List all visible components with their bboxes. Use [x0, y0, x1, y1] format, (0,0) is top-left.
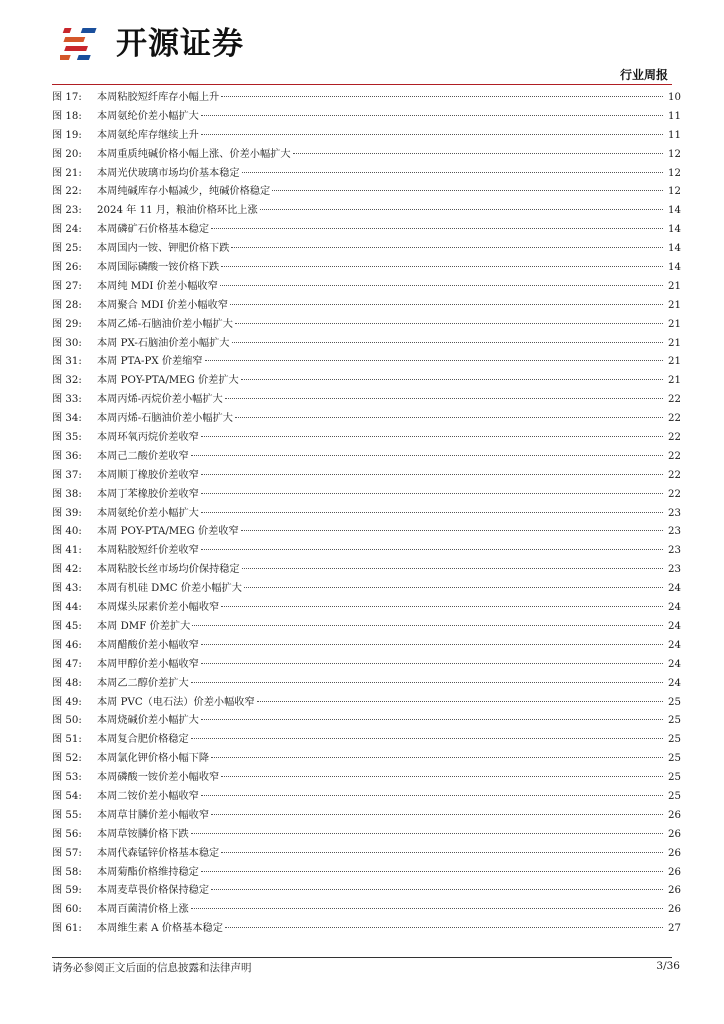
figure-page-number: 24 — [668, 677, 681, 689]
dot-leader — [220, 285, 663, 286]
figure-page-number: 22 — [668, 488, 681, 500]
figure-number: 图 17: — [52, 92, 82, 103]
footer-disclaimer: 请务必参阅正文后面的信息披露和法律声明 — [52, 962, 252, 974]
figure-title: 本周乙烯-石脑油价差小幅扩大 — [97, 318, 233, 330]
dot-leader — [225, 398, 663, 399]
dot-leader — [201, 512, 663, 513]
dot-leader — [191, 455, 663, 456]
figure-title: 本周环氧丙烷价差收窄 — [97, 432, 199, 444]
figure-title: 本周聚合 MDI 价差小幅收窄 — [97, 299, 228, 311]
toc-entry[interactable] — [52, 391, 681, 410]
toc-entry[interactable] — [52, 108, 681, 127]
figure-page-number: 26 — [668, 847, 681, 859]
toc-entry[interactable] — [52, 901, 681, 920]
figure-title: 本周己二酸价差收窄 — [97, 450, 189, 462]
toc-entry[interactable] — [52, 599, 681, 618]
dot-leader — [201, 474, 663, 475]
figure-title: 本周丙烯-丙烷价差小幅扩大 — [97, 394, 223, 406]
figure-page-number: 25 — [668, 734, 681, 746]
figure-number: 图 61: — [52, 923, 82, 935]
figure-title: 本周氨纶价差小幅扩大 — [97, 110, 199, 122]
figure-page-number: 26 — [668, 904, 681, 916]
figure-title: 本周 POY-PTA/MEG 价差收窄 — [97, 526, 239, 538]
toc-entry[interactable] — [52, 221, 681, 240]
dot-leader — [293, 153, 663, 154]
figure-index-list — [52, 89, 681, 939]
dot-leader — [242, 568, 663, 569]
figure-title: 本周氨纶库存继续上升 — [97, 129, 199, 141]
figure-title: 本周 PX-石脑油价差小幅扩大 — [97, 337, 230, 349]
figure-title: 本周光伏玻璃市场均价基本稳定 — [97, 167, 240, 179]
dot-leader — [221, 96, 663, 97]
toc-entry[interactable] — [52, 429, 681, 448]
dot-leader — [191, 833, 663, 834]
figure-page-number: 14 — [668, 205, 681, 217]
figure-title: 本周甲醇价差小幅收窄 — [97, 658, 199, 670]
figure-page-number: 25 — [668, 790, 681, 802]
figure-number: 图 43: — [52, 583, 82, 595]
figure-number: 图 56: — [52, 828, 82, 840]
dot-leader — [201, 663, 663, 664]
figure-number: 图 42: — [52, 564, 82, 576]
figure-title: 2024 年 11 月，粮油价格环比上涨 — [97, 205, 258, 217]
kaiyuan-logo-icon — [60, 24, 104, 64]
dot-leader — [232, 342, 664, 343]
figure-page-number: 12 — [668, 167, 681, 179]
dot-leader — [221, 266, 663, 267]
figure-page-number: 24 — [668, 620, 681, 632]
figure-page-number: 25 — [668, 715, 681, 727]
toc-entry[interactable] — [52, 542, 681, 561]
figure-number: 图 33: — [52, 394, 82, 406]
figure-page-number: 25 — [668, 772, 681, 784]
figure-page-number: 24 — [668, 658, 681, 670]
figure-number: 图 44: — [52, 602, 82, 614]
toc-entry[interactable] — [52, 505, 681, 524]
figure-title: 本周百菌清价格上涨 — [97, 904, 189, 916]
dot-leader — [260, 209, 663, 210]
figure-number: 图 19: — [52, 129, 82, 141]
figure-page-number: 27 — [668, 923, 681, 935]
dot-leader — [221, 776, 663, 777]
figure-title: 本周纯 MDI 价差小幅收窄 — [97, 280, 218, 292]
figure-number: 图 30: — [52, 337, 82, 349]
figure-number: 图 29: — [52, 318, 82, 330]
figure-title: 本周磷酸一铵价差小幅收窄 — [97, 772, 220, 784]
figure-page-number: 14 — [668, 243, 681, 255]
figure-number: 图 47: — [52, 658, 82, 670]
figure-number: 图 27: — [52, 280, 82, 292]
dot-leader — [244, 587, 663, 588]
figure-number: 图 34: — [52, 413, 82, 425]
figure-number: 图 45: — [52, 620, 82, 632]
dot-leader — [221, 852, 663, 853]
toc-entry[interactable] — [52, 788, 681, 807]
figure-page-number: 14 — [668, 262, 681, 274]
figure-number: 图 55: — [52, 809, 82, 821]
figure-page-number: 26 — [668, 866, 681, 878]
figure-number: 图 49: — [52, 696, 82, 708]
dot-leader — [211, 814, 663, 815]
dot-leader — [231, 247, 663, 248]
figure-page-number: 23 — [668, 564, 681, 576]
toc-entry[interactable] — [52, 165, 681, 184]
figure-page-number: 22 — [668, 469, 681, 481]
toc-entry[interactable] — [52, 486, 681, 505]
figure-title: 本周复合肥价格稳定 — [97, 734, 189, 746]
figure-title: 本周国际磷酸一铵价格下跌 — [97, 262, 220, 274]
figure-number: 图 53: — [52, 772, 82, 784]
figure-title: 本周 PVC（电石法）价差小幅收窄 — [97, 696, 255, 708]
figure-page-number: 21 — [668, 299, 681, 311]
figure-number: 图 31: — [52, 356, 82, 368]
figure-page-number: 22 — [668, 413, 681, 425]
dot-leader — [201, 436, 663, 437]
figure-page-number: 21 — [668, 375, 681, 387]
figure-number: 图 36: — [52, 450, 82, 462]
figure-title: 本周醋酸价差小幅收窄 — [97, 639, 199, 651]
figure-page-number: 23 — [668, 545, 681, 557]
figure-page-number: 26 — [668, 828, 681, 840]
figure-number: 图 26: — [52, 262, 82, 274]
toc-entry[interactable] — [52, 410, 681, 429]
toc-entry[interactable] — [52, 637, 681, 656]
figure-page-number: 21 — [668, 280, 681, 292]
figure-page-number: 12 — [668, 148, 681, 160]
figure-number: 图 48: — [52, 677, 82, 689]
toc-entry[interactable] — [52, 89, 681, 108]
figure-page-number: 21 — [668, 318, 681, 330]
figure-number: 图 24: — [52, 224, 82, 236]
dot-leader — [242, 172, 663, 173]
toc-entry[interactable] — [52, 523, 681, 542]
toc-entry[interactable] — [52, 561, 681, 580]
figure-page-number: 10 — [668, 92, 681, 103]
toc-entry[interactable] — [52, 864, 681, 883]
dot-leader — [235, 323, 663, 324]
report-type-label: 行业周报 — [619, 68, 668, 82]
figure-page-number: 22 — [668, 432, 681, 444]
toc-entry[interactable] — [52, 448, 681, 467]
dot-leader — [235, 417, 663, 418]
figure-title: 本周重质纯碱价格小幅上涨、价差小幅扩大 — [97, 148, 291, 160]
figure-page-number: 26 — [668, 809, 681, 821]
toc-entry[interactable] — [52, 127, 681, 146]
dot-leader — [205, 360, 663, 361]
dot-leader — [257, 701, 663, 702]
dot-leader — [241, 379, 663, 380]
dot-leader — [201, 871, 663, 872]
figure-number: 图 38: — [52, 488, 82, 500]
dot-leader — [191, 908, 663, 909]
toc-entry[interactable] — [52, 845, 681, 864]
toc-entry[interactable] — [52, 372, 681, 391]
toc-entry[interactable] — [52, 146, 681, 165]
figure-number: 图 41: — [52, 545, 82, 557]
dot-leader — [191, 682, 663, 683]
brand-name: 开源证券 — [116, 26, 244, 62]
dot-leader — [201, 549, 663, 550]
toc-entry[interactable] — [52, 316, 681, 335]
figure-title: 本周代森锰锌价格基本稳定 — [97, 847, 220, 859]
figure-title: 本周菊酯价格维持稳定 — [97, 866, 199, 878]
figure-title: 本周氨纶价差小幅扩大 — [97, 507, 199, 519]
dot-leader — [211, 757, 663, 758]
figure-number: 图 25: — [52, 243, 82, 255]
figure-number: 图 22: — [52, 186, 82, 198]
toc-entry[interactable] — [52, 259, 681, 278]
toc-entry[interactable] — [52, 807, 681, 826]
header-divider — [52, 84, 672, 85]
toc-entry[interactable] — [52, 353, 681, 372]
figure-title: 本周粘胶短纤库存小幅上升 — [97, 92, 220, 103]
figure-page-number: 21 — [668, 356, 681, 368]
figure-number: 图 51: — [52, 734, 82, 746]
figure-title: 本周粘胶长丝市场均价保持稳定 — [97, 564, 240, 576]
dot-leader — [201, 795, 663, 796]
figure-number: 图 39: — [52, 507, 82, 519]
dot-leader — [211, 889, 663, 890]
figure-title: 本周有机硅 DMC 价差小幅扩大 — [97, 583, 242, 595]
toc-entry[interactable] — [52, 656, 681, 675]
figure-number: 图 18: — [52, 110, 82, 122]
toc-entry[interactable] — [52, 467, 681, 486]
figure-number: 图 50: — [52, 715, 82, 727]
figure-title: 本周顺丁橡胶价差收窄 — [97, 469, 199, 481]
figure-title: 本周丙烯-石脑油价差小幅扩大 — [97, 413, 233, 425]
dot-leader — [201, 493, 663, 494]
toc-entry[interactable] — [52, 675, 681, 694]
figure-number: 图 58: — [52, 866, 82, 878]
dot-leader — [230, 304, 663, 305]
dot-leader — [272, 190, 663, 191]
toc-entry[interactable] — [52, 731, 681, 750]
figure-number: 图 28: — [52, 299, 82, 311]
toc-entry[interactable] — [52, 278, 681, 297]
figure-title: 本周国内一铵、钾肥价格下跌 — [97, 243, 230, 255]
toc-entry[interactable] — [52, 712, 681, 731]
figure-page-number: 24 — [668, 639, 681, 651]
figure-number: 图 32: — [52, 375, 82, 387]
figure-number: 图 35: — [52, 432, 82, 444]
toc-entry[interactable] — [52, 335, 681, 354]
figure-page-number: 11 — [668, 129, 681, 141]
figure-page-number: 24 — [668, 583, 681, 595]
figure-number: 图 59: — [52, 885, 82, 897]
dot-leader — [191, 738, 663, 739]
dot-leader — [241, 530, 663, 531]
figure-page-number: 23 — [668, 507, 681, 519]
toc-entry[interactable] — [52, 240, 681, 259]
figure-page-number: 23 — [668, 526, 681, 538]
figure-title: 本周 DMF 价差扩大 — [97, 620, 191, 632]
figure-number: 图 40: — [52, 526, 82, 538]
figure-title: 本周草铵膦价格下跌 — [97, 828, 189, 840]
toc-entry[interactable] — [52, 750, 681, 769]
figure-title: 本周氯化钾价格小幅下降 — [97, 753, 210, 765]
dot-leader — [201, 115, 663, 116]
dot-leader — [201, 644, 663, 645]
toc-entry[interactable] — [52, 297, 681, 316]
figure-page-number: 25 — [668, 753, 681, 765]
figure-page-number: 22 — [668, 394, 681, 406]
figure-number: 图 37: — [52, 469, 82, 481]
figure-number: 图 52: — [52, 753, 82, 765]
figure-title: 本周丁苯橡胶价差收窄 — [97, 488, 199, 500]
figure-page-number: 26 — [668, 885, 681, 897]
figure-title: 本周 PTA-PX 价差缩窄 — [97, 356, 203, 368]
page-header — [0, 0, 724, 90]
figure-page-number: 12 — [668, 186, 681, 198]
figure-title: 本周纯碱库存小幅减少，纯碱价格稳定 — [97, 186, 271, 198]
figure-number: 图 23: — [52, 205, 82, 217]
toc-entry[interactable] — [52, 769, 681, 788]
toc-entry[interactable] — [52, 882, 681, 901]
figure-title: 本周煤头尿素价差小幅收窄 — [97, 602, 220, 614]
figure-title: 本周粘胶短纤价差收窄 — [97, 545, 199, 557]
figure-number: 图 60: — [52, 904, 82, 916]
figure-number: 图 46: — [52, 639, 82, 651]
toc-entry[interactable] — [52, 826, 681, 845]
figure-number: 图 54: — [52, 790, 82, 802]
figure-page-number: 14 — [668, 224, 681, 236]
dot-leader — [201, 134, 663, 135]
toc-entry[interactable] — [52, 920, 681, 939]
toc-entry[interactable] — [52, 183, 681, 202]
dot-leader — [225, 927, 663, 928]
figure-title: 本周二铵价差小幅收窄 — [97, 790, 199, 802]
dot-leader — [201, 719, 663, 720]
figure-title: 本周麦草畏价格保持稳定 — [97, 885, 210, 897]
figure-title: 本周烧碱价差小幅扩大 — [97, 715, 199, 727]
figure-number: 图 57: — [52, 847, 82, 859]
toc-entry[interactable] — [52, 618, 681, 637]
figure-title: 本周 POY-PTA/MEG 价差扩大 — [97, 375, 239, 387]
figure-page-number: 21 — [668, 337, 681, 349]
figure-number: 图 21: — [52, 167, 82, 179]
dot-leader — [192, 625, 663, 626]
figure-page-number: 24 — [668, 602, 681, 614]
figure-page-number: 11 — [668, 110, 681, 122]
figure-title: 本周维生素 A 价格基本稳定 — [97, 923, 223, 935]
toc-entry[interactable] — [52, 202, 681, 221]
figure-page-number: 25 — [668, 696, 681, 708]
figure-page-number: 22 — [668, 450, 681, 462]
page-number: 3/36 — [656, 960, 680, 972]
toc-entry[interactable] — [52, 580, 681, 599]
toc-entry[interactable] — [52, 694, 681, 713]
dot-leader — [211, 228, 663, 229]
figure-title: 本周乙二醇价差扩大 — [97, 677, 189, 689]
footer-divider — [52, 957, 672, 958]
dot-leader — [221, 606, 663, 607]
figure-title: 本周草甘膦价差小幅收窄 — [97, 809, 210, 821]
figure-number: 图 20: — [52, 148, 82, 160]
figure-title: 本周磷矿石价格基本稳定 — [97, 224, 210, 236]
